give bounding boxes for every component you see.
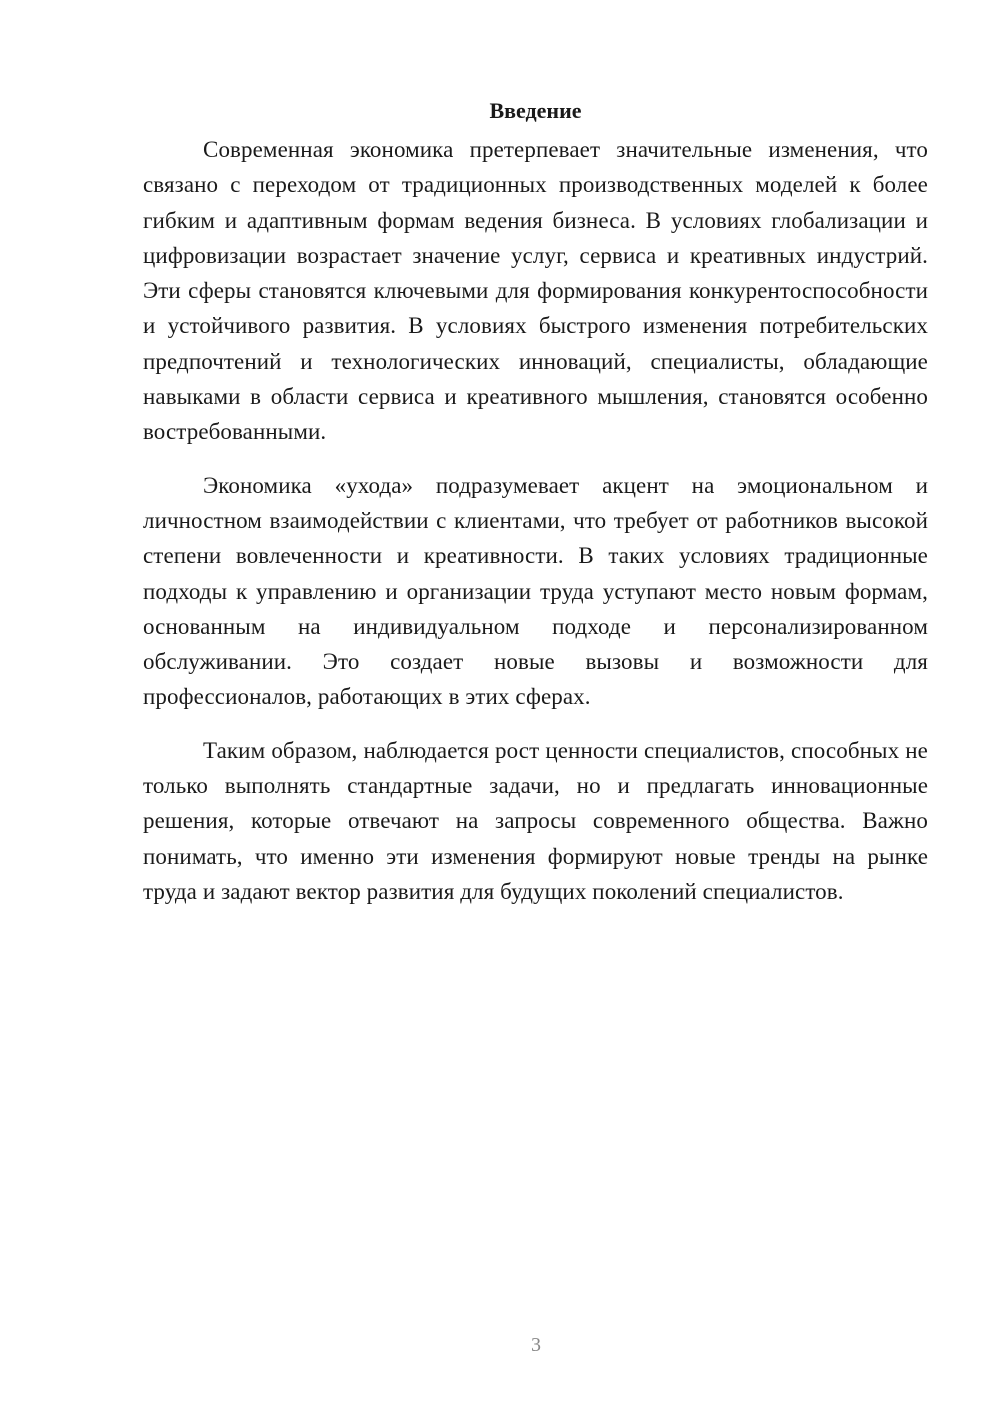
- page-number: 3: [531, 1334, 541, 1356]
- page-content: [143, 96, 928, 927]
- paragraph-1: Современная экономика претерпевает значительные изменения, что связано с переходом от традиционных производственных моделей к более гибким и адаптивным формам ведения бизнеса. В условиях глобализации и цифровизации возрастает значение услуг, сервиса и креативных индустрий. Эти сферы становятся ключевыми для формирования конкурентоспособности и устойчивого развития. В условиях быстрого изменения потребительских предпочтений и технологических инноваций, специалисты, обладающие навыками в области сервиса и креативного мышления, становятся особенно востребованными.: [143, 137, 928, 445]
- paragraph-2: Экономика «ухода» подразумевает акцент на эмоциональном и личностном взаимодействии с клиентами, что требует от работников высокой степени вовлеченности и креативности. В таких условиях традиционные подходы к управлению и организации труда уступают место новым формам, основанным на индивидуальном подходе и персонализированном обслуживании. Это создает новые вызовы и возможности для профессионалов, работающих в этих сферах.: [143, 472, 928, 710]
- paragraph-3: Таким образом, наблюдается рост ценности специалистов, способных не только выполнять стандартные задачи, но и предлагать инновационные решения, которые отвечают на запросы современного общества. Важно понимать, что именно эти изменения формируют новые тренды на рынке труда и задают вектор развития для будущих поколений специалистов.: [143, 737, 928, 904]
- section-title: Введение: [489, 98, 582, 123]
